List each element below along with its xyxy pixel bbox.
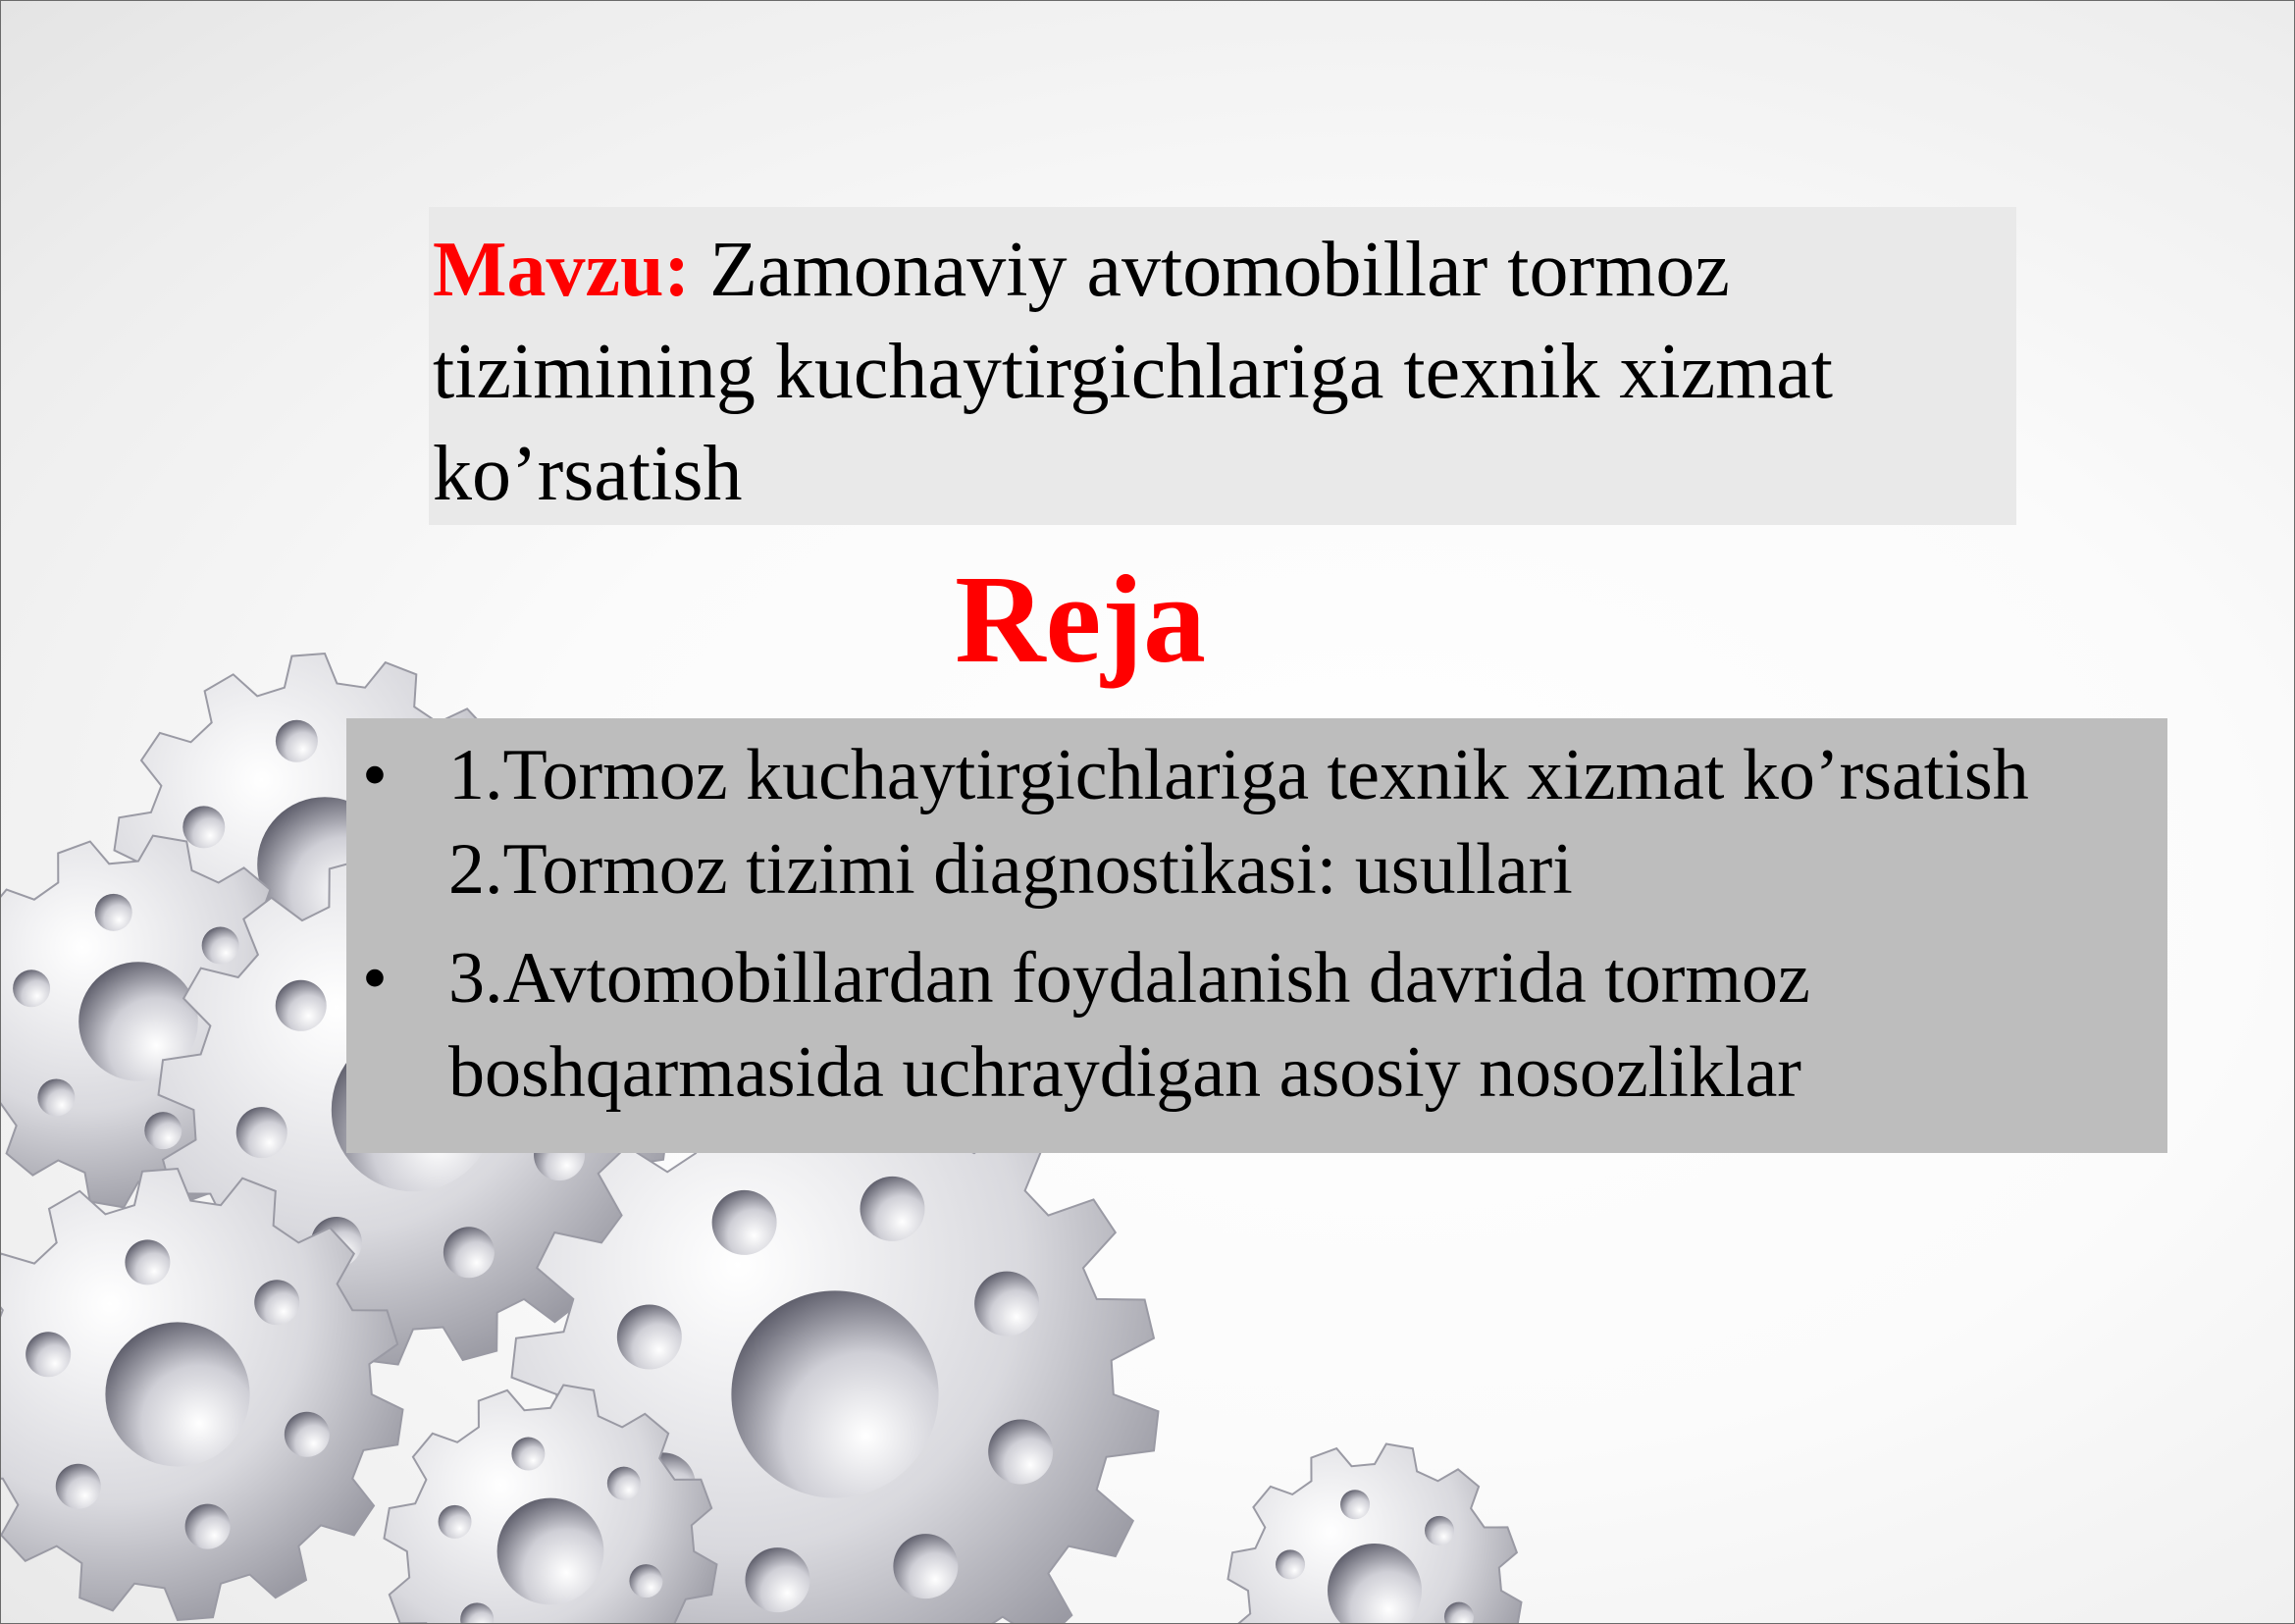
title-line-1: Zamonaviy avtomobillar tormoz bbox=[709, 227, 1730, 313]
title-box bbox=[429, 207, 2016, 525]
plan-item-line: 3.Avtomobillardan foydalanish davrida tormoz bbox=[448, 938, 1810, 1019]
plan-item bbox=[346, 728, 2148, 917]
plan-heading: Reja bbox=[955, 550, 1206, 689]
plan-item-line: boshqarmasida uchraydigan asosiy nosozliklar bbox=[448, 1032, 1801, 1113]
plan-item-line: 1.Tormoz kuchaytirgichlariga texnik xizmat ko’rsatish bbox=[448, 735, 2029, 815]
plan-box bbox=[346, 718, 2167, 1153]
title-line-2: tizimining kuchaytirgichlariga texnik xizmat bbox=[433, 329, 1834, 415]
bullet-icon: • bbox=[362, 938, 388, 1019]
title-line-3: ko’rsatish bbox=[433, 431, 743, 517]
title-first-line bbox=[433, 219, 2016, 321]
title-label: Mavzu: bbox=[433, 227, 691, 313]
plan-item-line: 2.Tormoz tizimi diagnostikasi: usullari bbox=[448, 829, 1573, 910]
plan-item bbox=[346, 931, 2148, 1120]
bullet-icon: • bbox=[362, 735, 388, 815]
